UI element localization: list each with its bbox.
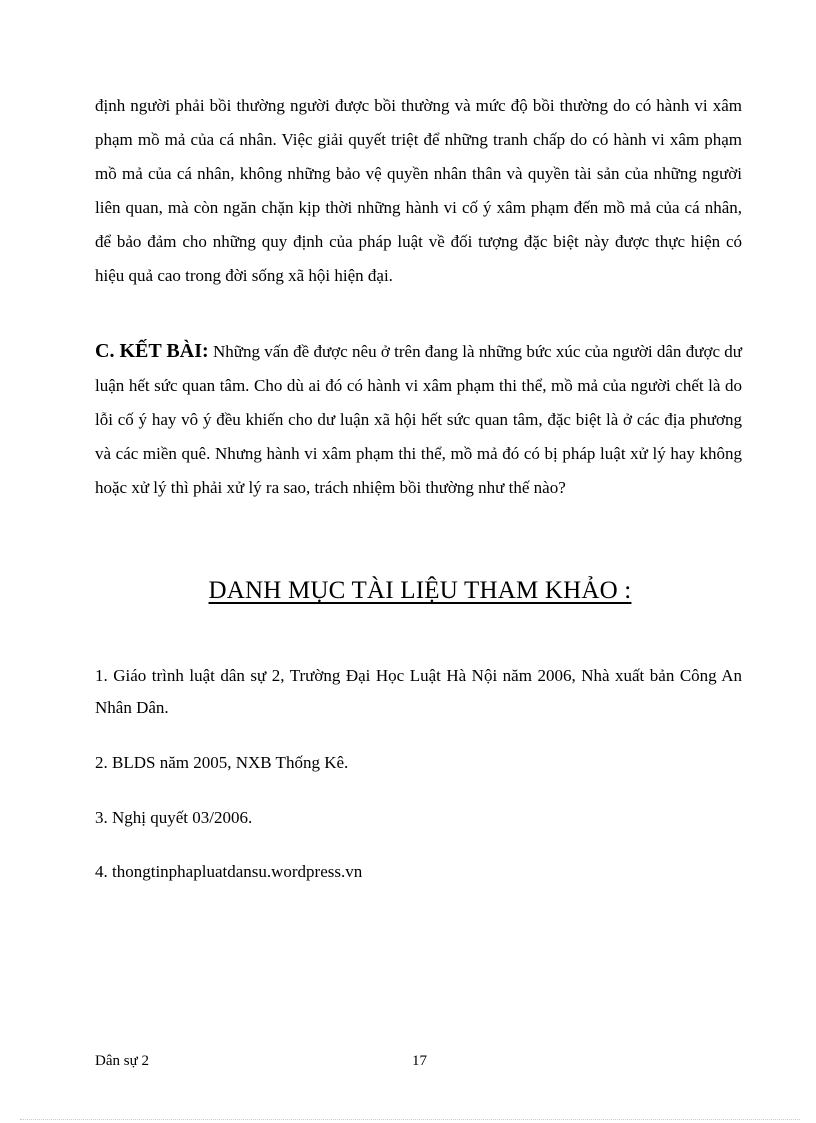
reference-item: 1. Giáo trình luật dân sự 2, Trường Đại Học Luật Hà Nội năm 2006, Nhà xuất bản Công An Nhân Dân. bbox=[95, 666, 742, 717]
references-title: DANH MỤC TÀI LIỆU THAM KHẢO : bbox=[208, 577, 632, 604]
conclusion-paragraph bbox=[95, 334, 742, 505]
body-paragraph: định người phải bồi thường người được bồi thường và mức độ bồi thường do có hành vi xâm phạm mồ mả của cá nhân. Việc giải quyết triệt để những tranh chấp do có hành vi xâm phạm mồ mả của cá nhân, không những bảo vệ quyền nhân thân và quyền tài sản của những người liên quan, mà còn ngăn chặn kịp thời những hành vi cố ý xâm phạm đến mồ mả của cá nhân, để bảo đảm cho những quy định của pháp luật về đối tượng đặc biệt này được thực hiện có hiệu quả cao trong đời sống xã hội hiện đại. bbox=[95, 96, 742, 285]
conclusion-heading: C. KẾT BÀI: bbox=[95, 340, 209, 362]
reference-item: 2. BLDS năm 2005, NXB Thống Kê. bbox=[95, 753, 349, 772]
conclusion-text: Những vấn đề được nêu ở trên đang là những bức xúc của người dân được dư luận hết sức quan tâm. Cho dù ai đó có hành vi xâm phạm thi thể, mồ mả của người chết là do lỗi cố ý hay vô ý đều khiến cho dư luận xã hội hết sức quan tâm, đặc biệt là ở các địa phương và các miền quê. Nhưng hành vi xâm phạm thi thể, mồ mả đó có bị pháp luật xử lý hay không hoặc xử lý thì phải xử lý ra sao, trách nhiệm bồi thường như thế nào? bbox=[95, 342, 743, 497]
reference-item: 3. Nghị quyết 03/2006. bbox=[95, 808, 253, 827]
footer-subject: Dân sự 2 bbox=[95, 1053, 149, 1069]
page-edge-divider bbox=[20, 1119, 800, 1120]
reference-item: 4. thongtinphapluatdansu.wordpress.vn bbox=[95, 862, 363, 881]
page-number: 17 bbox=[412, 1053, 427, 1069]
